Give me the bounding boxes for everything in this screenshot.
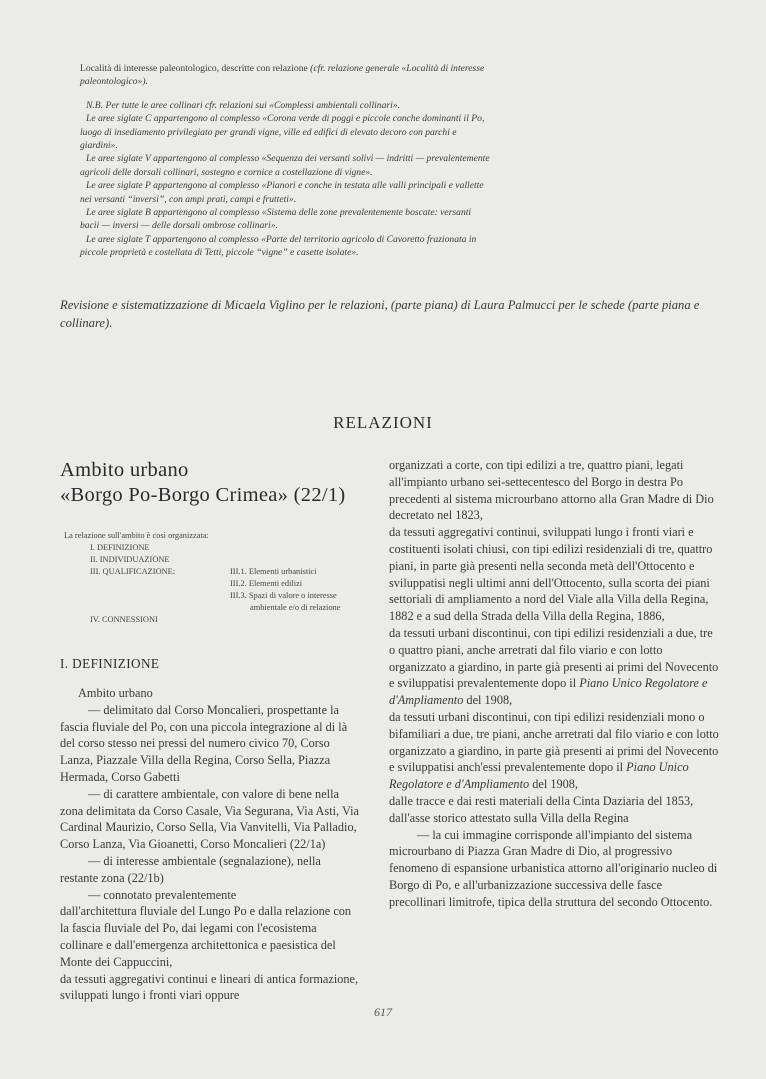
piano-regolatore-ref: Piano Unico Regolatore e d'Ampliamento (389, 676, 708, 708)
table-of-contents (60, 530, 360, 626)
piano-regolatore-ref: Piano Unico Regolatore e d'Ampliamento (389, 760, 689, 792)
note-paleontologico: Località di interesse paleontologico, descritte con relazione (80, 63, 311, 74)
paragraph: — di interesse ambientale (segnalazione), nella restante zona (22/1b) (60, 853, 321, 885)
paragraph: organizzati a corte, con tipi edilizi a tre, quattro piani, legati all'impianto urbano sei-settecentesco del Borgo in destra Po precedenti al sistema microurbano attorno alla Gran Madre di Dio decretato nel 1823, (389, 458, 714, 523)
toc-item-connessioni: IV. CONNESSIONI (90, 615, 158, 624)
paragraph: — la cui immagine corrisponde all'impianto del sistema microurbano di Piazza Gran Madre di Dio, al progressivo fenomeno di espansione urbanistica attorno all'originario nucleo di Borgo di Po, e all'urbanizzazione successiva delle fasce precollinari limitrofe, tipica della struttura del secondo Ottocento. (389, 827, 718, 909)
definizione-body (60, 685, 360, 1004)
toc-item-definizione: I. DEFINIZIONE (90, 543, 150, 552)
definizione-heading: I. DEFINIZIONE (60, 656, 160, 671)
revision-credits: Revisione e sistematizzazione di Micaela Viglino per le relazioni, (parte piana) di Laura Palmucci per le schede (parte piana e collinare). (60, 298, 700, 330)
toc-sub-3: III.3. Spazi di valore o interesse (230, 591, 337, 600)
note-aree-c: Le aree siglate C appartengono al complesso «Corona verde di poggi e piccole conche dominanti il Po, luogo di insediamento privilegiato per grandi vigne, ville ed edifici di elevato decoro con parchi e giardini». (80, 113, 485, 152)
paragraph: da tessuti aggregativi continui e lineari di antica formazione, sviluppati lungo i fronti viari oppure (60, 971, 359, 1003)
paragraph: — di carattere ambientale, con valore di bene nella zona delimitata da Corso Casale, Via Segurana, Via Asti, Via Cardinal Maurizio, Corso Sella, Via Vanvitelli, Via Palladio, Corso Lanza, Via Gioanetti, Corso Moncalieri (22/1a) (60, 786, 359, 852)
toc-sub-1: III.1. Elementi urbanistici (230, 567, 317, 576)
ambito-title (60, 458, 360, 508)
ambito-title-line2: «Borgo Po-Borgo Crimea» (22/1) (60, 484, 346, 506)
note-aree-v: Le aree siglate V appartengono al complesso «Sequenza dei versanti solivi — indritti — prevalentemente agricoli delle dorsali collinari, sostegno e cornice a costellazione di vigne». (80, 153, 490, 178)
page-number: 617 (374, 1005, 392, 1019)
paragraph: dall'architettura fluviale del Lungo Po e dalla relazione con la fascia fluviale del Po, dai legami con l'ecosistema collinare e dall'emergenza architettonica e paesistica del Monte dei Cappuccini, (60, 904, 352, 969)
paragraph: da tessuti urbani discontinui, con tipi edilizi residenziali a due, tre o quattro piani, anche arretrati dal filo viario e con lotto organizzato a giardino, in parte già presenti ai primi del Novecento e sviluppatisi prevalentemente dopo il Piano Unico Regolatore e d'Ampliamento del 1908, (389, 625, 719, 708)
paragraph: dalle tracce e dai resti materiali della Cinta Daziaria del 1853, (389, 793, 694, 808)
paragraph: dall'asse storico attestato sulla Villa della Regina (389, 810, 629, 825)
top-notes (80, 62, 490, 260)
right-column (389, 457, 719, 911)
section-heading: RELAZIONI (333, 413, 433, 432)
toc-item-qualificazione: III. QUALIFICAZIONE: III.1. Elementi urbanistici III.2. Elementi edilizi III.3. Spazi di valore o interesse ambientale e/o di relazione (90, 567, 341, 612)
note-aree-t: Le aree siglate T appartengono al complesso «Parte del territorio agricolo di Cavoretto frazionata in piccole proprietà e costellata di Tetti, piccole “vigne” e casette isolate». (80, 233, 477, 259)
paragraph: da tessuti aggregativi continui, sviluppati lungo i fronti viari e costituenti isolati chiusi, con tipi edilizi residenziali di tre, quattro piani, in parte già presenti nella seconda metà dell'Ottocento e sviluppatisi negli ultimi anni dell'Ottocento, sulla scorta dei piani settoriali di ampliamento a nord del Viale alla Villa della Regina, 1882 e a sud della Strada della Villa della Regina, 1886, (389, 525, 713, 624)
left-column (60, 458, 360, 1004)
note-aree-p: Le aree siglate P appartengono al complesso «Pianori e conche in testata alle valli principali e vallette nei versanti “inversi”, con ampi prati, campi e frutteti». (80, 180, 484, 205)
toc-sub-3-cont: ambientale e/o di relazione (250, 603, 341, 612)
note-nb: N.B. Per tutte le aree collinari cfr. relazioni sui «Complessi ambientali collinari». (86, 99, 400, 111)
paragraph: Ambito urbano (78, 686, 153, 700)
paragraph: — connotato prevalentemente (88, 887, 237, 902)
toc-item-individuazione: II. INDIVIDUAZIONE (90, 555, 170, 564)
note-paleontologico-ref: (cfr. relazione generale «Località di interesse paleontologico»). (80, 63, 485, 88)
note-aree-b: Le aree siglate B appartengono al complesso «Sistema delle zone prevalentemente boscate: versanti bacìi — inversi — delle dorsali ombrose collinari». (80, 207, 472, 232)
paragraph: — delimitato dal Corso Moncalieri, prospettante la fascia fluviale del Po, con una piccola integrazione al di là del corso stesso nei pressi del numero civico 70, Corso Lanza, Piazzale Villa della Regina, Corso Sella, Piazza Hermada, Corso Gabetti (60, 702, 348, 784)
ambito-title-line1: Ambito urbano (60, 459, 189, 481)
paragraph: da tessuti urbani discontinui, con tipi edilizi residenziali mono o bifamiliari a due, tre piani, anche arretrati dal filo viario e con lotto organizzato a giardino, in parte già presenti ai primi del Novecento e sviluppatisi anch'essi prevalentemente dopo il Piano Unico Regolatore e d'Ampliamento del 1908, (389, 709, 719, 792)
toc-sub-2: III.2. Elementi edilizi (230, 579, 303, 588)
toc-intro: La relazione sull'ambito è così organizzata: (64, 531, 209, 540)
